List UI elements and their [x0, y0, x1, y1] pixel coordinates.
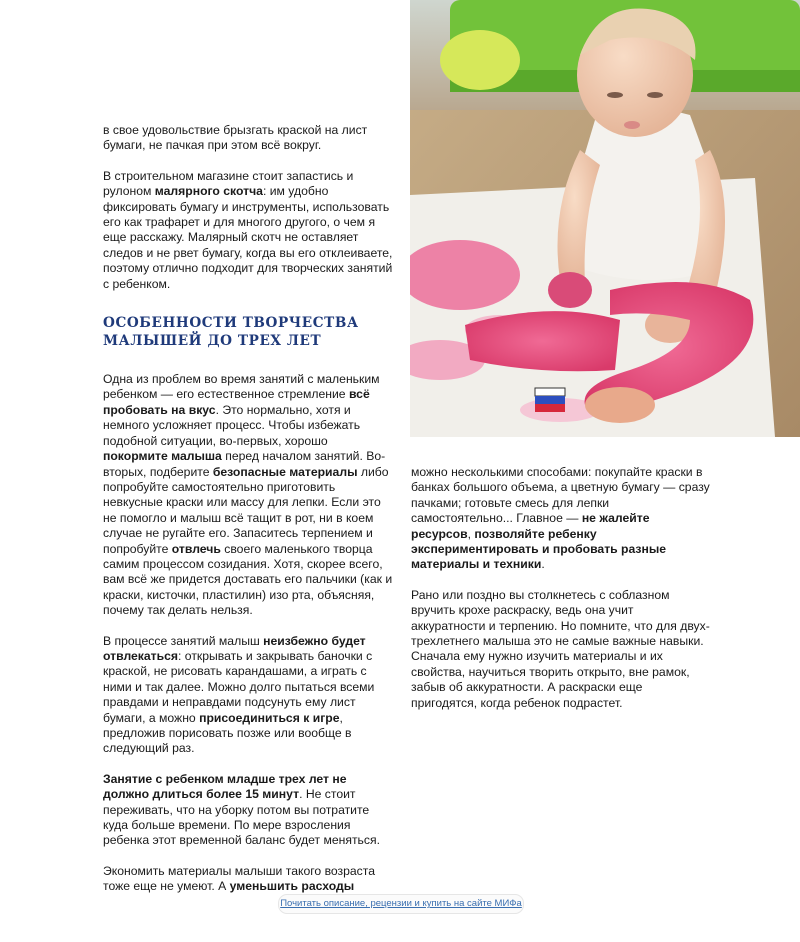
text-run: . [541, 557, 545, 572]
text-run: в свое удовольствие брызгать краской на лист бумаги, не пачкая при этом всё вокруг. [103, 123, 368, 153]
text-run: своего маленького творца самим процессом созидания. Хотя, скорее всего, вам всё же придется доставать его пальчики (как и краски, кисточки, пластилин) изо рта, объясняя, почему так делать нельзя. [103, 541, 393, 618]
heading-line: ОСОБЕННОСТИ ТВОРЧЕСТВА [103, 315, 359, 332]
bold-text: безопасные материалы [212, 464, 358, 479]
text-run: , предложив порисовать позже или вообще в следующий раз. [103, 710, 352, 756]
paragraph [411, 465, 711, 573]
right-text-column [411, 465, 711, 726]
bold-text: неизбежно будет отвлекаться [103, 633, 366, 663]
text-run: Экономить материалы малыши такого возраста тоже еще не умеют. А [103, 863, 376, 894]
bold-text: Занятие с ребенком младше трех лет не должно длиться более 15 минут [103, 771, 347, 802]
photo-baby-painting [410, 0, 800, 437]
heading-line: МАЛЫШЕЙ ДО ТРЕХ ЛЕТ [103, 333, 322, 350]
bold-text: позволяйте ребенку экспериментировать и пробовать разные материалы и техники [411, 526, 667, 572]
paragraph [103, 169, 393, 292]
bold-text: не жалейте ресурсов [411, 511, 650, 541]
paragraph [103, 634, 393, 757]
buy-on-mif-link[interactable]: Почитать описание, рецензии и купить на сайте МИФа [278, 894, 524, 914]
text-run: перед началом занятий. Во-вторых, подберите [103, 449, 386, 479]
text-run: , [467, 526, 475, 541]
paragraph [103, 864, 393, 895]
paragraph [103, 372, 393, 619]
text-run: . Это нормально, хотя и немного усложняет процесс. Чтобы избежать подобной ситуации, во-первых, хорошо [103, 402, 361, 448]
text-run: : им удобно фиксировать бумагу и инструменты, использовать его как трафарет и для многого другого, о чем я еще расскажу. Малярный скотч не оставляет следов и не рвет бумагу, когда вы его отклеиваете, поэтому отлично подходит для творческих занятий с ребенком. [103, 184, 393, 291]
section-heading [103, 314, 393, 350]
bold-text: уменьшить расходы [229, 879, 355, 894]
text-run: В процессе занятий малыш [103, 633, 264, 648]
paragraph [103, 123, 393, 154]
paragraph [411, 588, 711, 711]
text-run: : открывать и закрывать баночки с краской, не рисовать карандашами, а играть с ними и так далее. Можно долго пытаться всеми правдами и неправдами подсунуть ему лист бумаги, а можно [103, 648, 375, 725]
text-run: либо попробуйте самостоятельно приготовить невкусные краски или массу для лепки. Если это не помогло и малыш всё тащит в рот, ни в коем случае не ругайте его. Запаситесь терпением и попробуйте [103, 464, 389, 556]
bold-text: отвлечь [171, 541, 221, 556]
text-run: В строительном магазине стоит запастись и рулоном [103, 168, 354, 199]
text-run: можно несколькими способами: покупайте краски в банках большого объема, а цветную бумагу — сразу пачками; готовьте смесь для лепки самостоятельно... Главное — [411, 465, 710, 526]
bold-text: всё пробовать на вкус [103, 387, 370, 417]
text-run: Одна из проблем во время занятий с маленьким ребенком — его естественное стремление [103, 372, 380, 402]
text-run: . Не стоит переживать, что на уборку потом вы потратите куда больше времени. По мере взросления ребенка этот временной баланс будет меняться. [103, 787, 380, 848]
paragraph [103, 772, 393, 849]
text-run: Рано или поздно вы столкнетесь с соблазном вручить крохе раскраску, ведь она учит аккуратности и терпению. Но помните, что для двух-трехлетнего малыша это не самые важные навыки. Сначала ему нужно изучить материалы и их свойства, научиться творить открыто, вне рамок, забыв об аккуратности. А раскраски еще пригодятся, когда ребенок подрастет. [411, 587, 710, 710]
bold-text: присоединиться к игре [199, 710, 340, 725]
left-text-column [103, 123, 393, 910]
bold-text: покормите малыша [103, 449, 222, 464]
bold-text: малярного скотча [154, 184, 263, 199]
